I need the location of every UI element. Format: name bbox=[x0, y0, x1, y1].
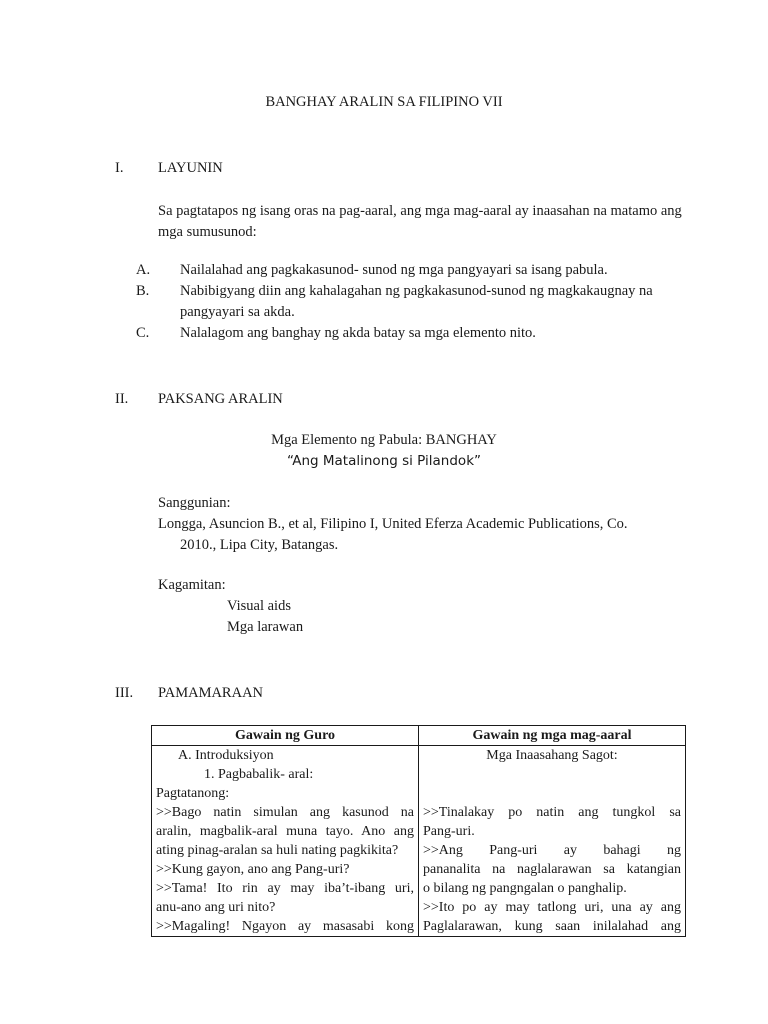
teacher-line: ating pinag-aralan sa huli nating pagkikita? bbox=[156, 843, 399, 858]
student-line: o bilang ng pangngalan o panghalip. bbox=[423, 881, 627, 896]
reference-line-2: 2010., Lipa City, Batangas. bbox=[180, 537, 339, 553]
teacher-line: >>Magaling! Ngayon ay masasabi kong bbox=[156, 919, 414, 934]
subsection-introduksiyon: A. Introduksiyon bbox=[178, 748, 274, 763]
objective-item-b bbox=[136, 281, 710, 323]
section-heading-layunin: LAYUNIN bbox=[158, 160, 223, 176]
objective-marker: A. bbox=[136, 262, 151, 278]
document-title: BANGHAY ARALIN SA FILIPINO VII bbox=[265, 94, 503, 110]
teacher-line: Pagtatanong: bbox=[156, 786, 230, 801]
teacher-line: anu-ano ang uri nito? bbox=[156, 900, 276, 915]
section-heading-pamamaraan: PAMAMARAAN bbox=[158, 685, 264, 701]
objective-text: Nabibigyang diin ang kahalagahan ng pagkakasunod-sunod ng magkakaugnay na pangyayari sa akda. bbox=[180, 283, 653, 320]
teacher-activities-cell bbox=[152, 746, 419, 937]
reference-line-1: Longga, Asuncion B., et al, Filipino I, United Eferza Academic Publications, Co. bbox=[158, 516, 628, 532]
section-numeral-2: II. bbox=[115, 391, 129, 407]
section-heading-paksang-aralin: PAKSANG ARALIN bbox=[158, 391, 283, 407]
objective-text: Nalalagom ang banghay ng akda batay sa mga elemento nito. bbox=[180, 325, 536, 341]
objective-marker: B. bbox=[136, 283, 150, 299]
objective-item-c bbox=[136, 323, 710, 344]
material-item: Mga larawan bbox=[227, 619, 304, 635]
teacher-column-header: Gawain ng Guro bbox=[152, 726, 419, 746]
student-line: Pang-uri. bbox=[423, 824, 475, 839]
lesson-topic: Mga Elemento ng Pabula: BANGHAY bbox=[271, 432, 497, 448]
teacher-line: >>Bago natin simulan ang kasunod na bbox=[156, 805, 414, 820]
student-line: >>Ito po ay may tatlong uri, una ay ang bbox=[423, 900, 681, 915]
table-header-row bbox=[152, 726, 686, 746]
objective-item-a bbox=[136, 260, 710, 281]
story-title: “Ang Matalinong si Pilandok” bbox=[286, 453, 482, 469]
activities-table bbox=[151, 725, 686, 937]
table-row bbox=[152, 746, 686, 937]
student-column-header: Gawain ng mga mag-aaral bbox=[419, 726, 686, 746]
material-item: Visual aids bbox=[227, 598, 291, 614]
student-line: >>Ang Pang-uri ay bahagi ng bbox=[423, 843, 681, 858]
objectives-intro: Sa pagtatapos ng isang oras na pag-aaral, ang mga mag-aaral ay inaasahan na matamo ang mga sumusunod: bbox=[158, 203, 682, 240]
student-line: pananalita na naglalarawan sa katangian bbox=[423, 862, 681, 877]
teacher-line: >>Kung gayon, ano ang Pang-uri? bbox=[156, 862, 350, 877]
section-numeral-1: I. bbox=[115, 160, 124, 176]
student-responses-cell bbox=[419, 746, 686, 937]
expected-answers-label: Mga Inaasahang Sagot: bbox=[486, 748, 618, 763]
kagamitan-label: Kagamitan: bbox=[158, 577, 226, 593]
objective-text: Nailalahad ang pagkakasunod- sunod ng mga pangyayari sa isang pabula. bbox=[180, 262, 608, 278]
student-line: >>Tinalakay po natin ang tungkol sa bbox=[423, 805, 681, 820]
section-numeral-3: III. bbox=[115, 685, 134, 701]
sanggunian-label: Sanggunian: bbox=[158, 495, 231, 511]
subsection-pagbabalik-aral: 1. Pagbabalik- aral: bbox=[204, 767, 314, 782]
teacher-line: >>Tama! Ito rin ay may iba’t-ibang uri, bbox=[156, 881, 414, 896]
teacher-line: aralin, magbalik-aral muna tayo. Ano ang bbox=[156, 824, 414, 839]
objective-marker: C. bbox=[136, 325, 150, 341]
student-line: Paglalarawan, kung saan inilalahad ang bbox=[423, 919, 681, 934]
